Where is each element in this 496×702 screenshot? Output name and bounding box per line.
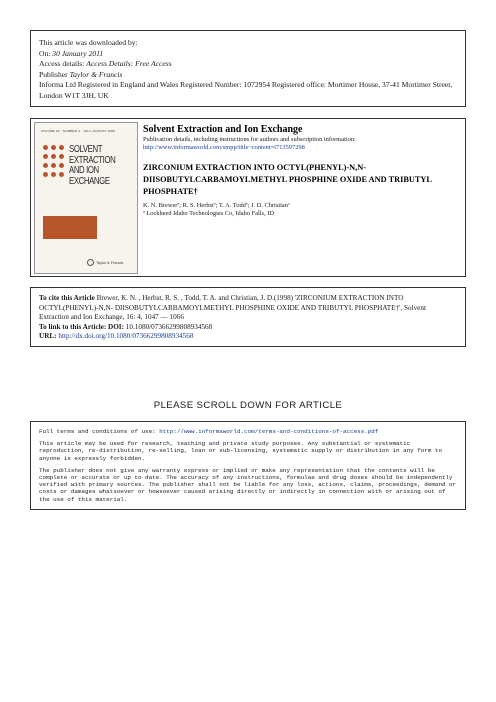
cover-title-line: EXCHANGE <box>69 175 110 187</box>
cover-title <box>69 145 115 187</box>
cite-line <box>39 294 457 323</box>
cite-label: To cite this Article <box>39 294 95 302</box>
cover-publisher-name: Taylor & Francis <box>96 260 124 265</box>
journal-cover-image <box>34 122 138 274</box>
cover-dot-pattern <box>43 145 63 199</box>
url-label: URL: <box>39 332 57 341</box>
downloaded-by-line: This article was downloaded by: <box>39 38 138 47</box>
publisher-label: Publisher <box>39 69 68 79</box>
url-line <box>39 332 457 342</box>
cover-title-line: EXTRACTION <box>69 154 116 166</box>
article-title: ZIRCONIUM EXTRACTION INTO OCTYL(PHENYL)-N,N-DIISOBUTYLCARBAMOYLMETHYL PHOSPHINE OXIDE AND TRIBUTYL PHOSPHATE† <box>143 163 432 197</box>
journal-title: Solvent Extraction and Ion Exchange <box>143 124 303 135</box>
author-affiliation: ª Lockheed Idaho Technologies Co, Idaho Falls, ID <box>143 210 274 218</box>
publisher-name: Taylor & Francis <box>69 69 123 79</box>
cover-publisher <box>87 259 123 266</box>
doi-value: 10.1080/07366299808934568 <box>125 322 213 331</box>
cover-color-band <box>43 216 97 239</box>
journal-article-box <box>30 118 466 277</box>
cover-title-line: AND ION <box>69 165 99 176</box>
registration-line: Informa Ltd Registered in England and Wales Registered Number: 1072954 Registered office: Mortimer House, 37-41 Mortimer Street, London W1T 3JH, UK <box>39 80 453 100</box>
publisher-line <box>39 70 457 81</box>
article-authors: K. N. Brewerª; R. S. Herbstª; T. A. Toddª; J. D. Christianª <box>143 201 290 209</box>
terms-disclaimer-paragraph: The publisher does not give any warranty express or implied or make any representation that the contents will be complete or accurate or up to date. The accuracy of any instructions, formulae and drug doses should be independently verified with primary sources. The publisher shall not be liable for any loss, actions, claims, proceedings, demand or costs or damages whatsoever or howsoever caused arising directly or indirectly in connection with or arising out of the use of this material. <box>39 466 457 503</box>
download-info-box <box>30 30 466 107</box>
journal-info <box>143 124 459 218</box>
doi-label: To link to this Article: DOI: <box>39 322 124 331</box>
on-label: On: <box>39 48 51 58</box>
publisher-logo-icon <box>87 259 94 266</box>
terms-url-link[interactable]: http://www.informaworld.com/terms-and-conditions-of-access.pdf <box>159 428 379 435</box>
download-date-line <box>39 49 457 60</box>
journal-url-link[interactable]: http://www.informaworld.com/smpp/title~content=t713597298 <box>143 144 305 151</box>
access-value: Access Details: Free Access <box>86 59 172 69</box>
scroll-down-message: PLEASE SCROLL DOWN FOR ARTICLE <box>153 400 343 411</box>
cover-title-line: SOLVENT <box>69 144 103 155</box>
journal-publication-note: Publication details, including instructions for authors and subscription information: <box>143 136 356 143</box>
doi-line <box>39 323 457 333</box>
access-label: Access details: <box>39 59 85 69</box>
citation-box <box>30 287 466 347</box>
cite-text: Brewer, K. N. , Herbst, R. S. , Todd, T. A. and Christian, J. D.(1998) 'ZIRCONIUM EXTRACTION INTO OCTYL(PHENYL)-N,N- DIISOBUTYLCARBAMOYLMETHYL PHOSPHINE OXIDE AND TRIBUTYL PHOSPHATE†', Solvent Extraction and Ion Exchange, 16: 4, 1047 — 1066 <box>39 294 426 322</box>
terms-line <box>39 428 457 435</box>
doi-url-link[interactable]: http://dx.doi.org/10.1080/07366299808934568 <box>58 332 194 341</box>
cover-volume-line: VOLUME 23 · NUMBER 4 · JULY–AUGUST 2005 <box>41 129 116 133</box>
terms-label: Full terms and conditions of use: <box>39 428 156 435</box>
terms-box <box>30 421 466 510</box>
download-date: 30 January 2011 <box>52 48 104 58</box>
access-details-line <box>39 59 457 70</box>
terms-usage-paragraph: This article may be used for research, teaching and private study purposes. Any substantial or systematic reproduction, re-distribution, re-selling, loan or sub-licensing, systematic supply or distribution in any form to anyone is expressly forbidden. <box>39 440 442 462</box>
